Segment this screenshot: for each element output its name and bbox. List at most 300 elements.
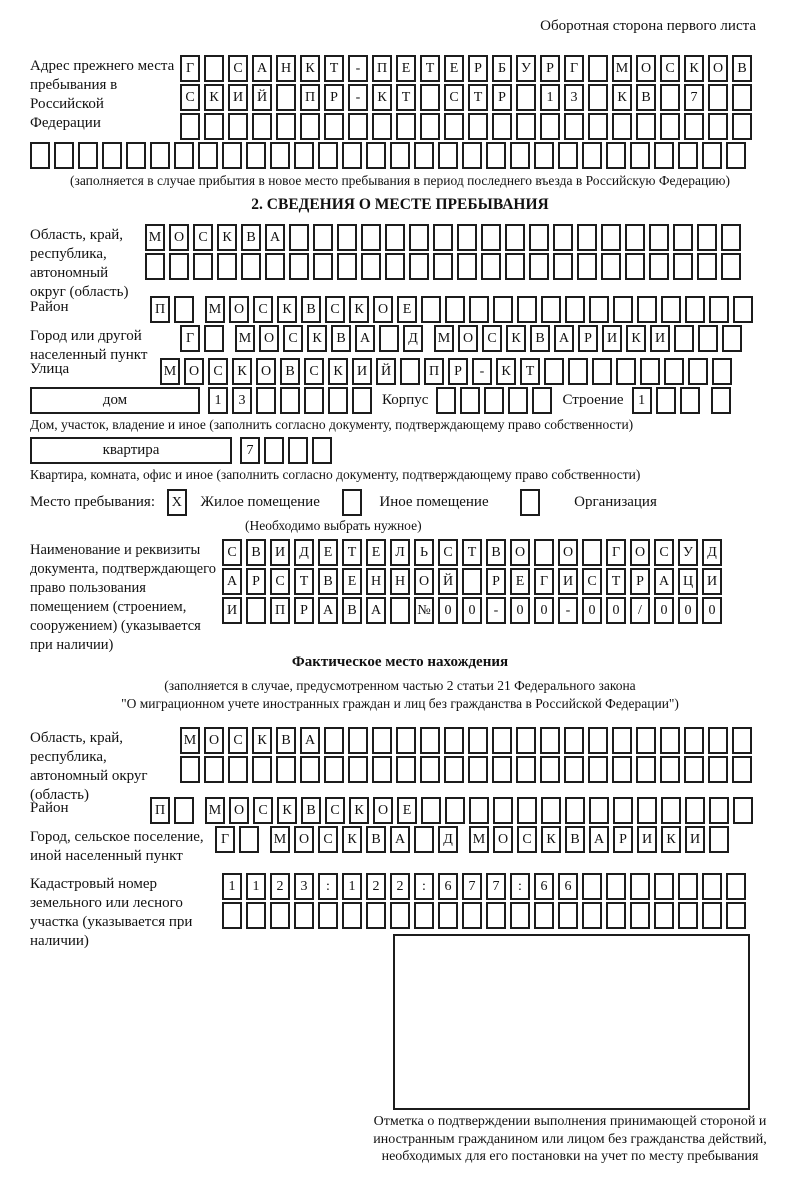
city-row [180,325,770,352]
empty-char-box [726,142,746,169]
empty-char-box [660,727,680,754]
box-segment [222,597,726,624]
empty-char-box [462,142,482,169]
empty-char-box [294,142,314,169]
house-number-boxes [208,387,376,414]
char-box: 6 [438,873,458,900]
empty-char-box [246,142,266,169]
box-segment [180,84,756,111]
char-box: А [366,597,386,624]
char-box: 1 [246,873,266,900]
empty-char-box [445,296,465,323]
box-segment [145,253,745,280]
char-box: М [160,358,180,385]
empty-char-box [582,873,602,900]
char-box: Г [564,55,584,82]
document-block [30,539,770,653]
empty-char-box [680,387,700,414]
box-segment [30,142,750,169]
empty-char-box [342,902,362,929]
residence-checkbox-inoe [342,489,362,516]
empty-char-box [636,756,656,783]
empty-char-box [613,296,633,323]
fact-city-label: Город, сельское поселение, иной населенный пункт [30,829,204,864]
empty-char-box [588,756,608,783]
empty-char-box [492,113,512,140]
empty-char-box [637,797,657,824]
empty-char-box [337,224,357,251]
cadastre-row-1 [222,873,770,900]
empty-char-box [721,224,741,251]
char-box: В [342,597,362,624]
empty-char-box [685,797,705,824]
empty-char-box [711,387,731,414]
char-box: П [300,84,320,111]
empty-char-box [534,142,554,169]
char-box: М [469,826,489,853]
char-box: 0 [510,597,530,624]
char-box: 7 [486,873,506,900]
char-box: О [510,539,530,566]
empty-char-box [721,253,741,280]
char-box: 1 [632,387,652,414]
char-box: И [650,325,670,352]
empty-char-box [516,84,536,111]
char-box: С [253,797,273,824]
fact-district-row [150,797,770,824]
empty-char-box [664,358,684,385]
empty-char-box [289,224,309,251]
empty-char-box [493,797,513,824]
empty-char-box [612,113,632,140]
empty-char-box [460,387,480,414]
char-box: О [256,358,276,385]
empty-char-box [420,727,440,754]
region-block [30,224,770,300]
char-box: С [517,826,537,853]
empty-char-box [265,253,285,280]
empty-char-box [588,727,608,754]
empty-char-box [625,224,645,251]
char-box: - [348,55,368,82]
char-box: Й [376,358,396,385]
char-box: К [612,84,632,111]
prev-address-row-1 [180,55,770,82]
empty-char-box [606,142,626,169]
char-box: К [277,296,297,323]
char-box: К [217,224,237,251]
empty-char-box [484,387,504,414]
empty-char-box [517,797,537,824]
empty-char-box [492,756,512,783]
char-box: Р [578,325,598,352]
char-box: К [232,358,252,385]
page-side-note: Оборотная сторона первого листа [540,18,756,34]
empty-char-box [702,873,722,900]
document-row-2 [222,568,770,595]
empty-char-box [558,902,578,929]
box-segment [180,113,756,140]
empty-char-box [702,142,722,169]
char-box: С [180,84,200,111]
empty-char-box [517,296,537,323]
box-segment [632,387,704,414]
empty-char-box [304,387,324,414]
empty-char-box [468,113,488,140]
char-box: В [636,84,656,111]
empty-char-box [534,902,554,929]
actual-location-title: Фактическое место нахождения [291,654,509,670]
char-box: Г [215,826,235,853]
char-box: М [612,55,632,82]
box-segment [270,826,462,853]
char-box: 2 [390,873,410,900]
box-segment [160,358,736,385]
char-box: Р [630,568,650,595]
box-segment [235,325,427,352]
prev-address-label: Адрес прежнего места пребывания в Российской Федерации [30,58,175,131]
empty-char-box [421,797,441,824]
empty-char-box [361,224,381,251]
char-box: Д [438,826,458,853]
box-segment [145,224,745,251]
empty-char-box [468,756,488,783]
char-box: И [602,325,622,352]
empty-char-box [288,437,308,464]
empty-char-box [709,797,729,824]
empty-char-box [529,224,549,251]
char-box: П [150,296,170,323]
empty-char-box [726,902,746,929]
empty-char-box [420,84,440,111]
char-box: Г [534,568,554,595]
empty-char-box [733,797,753,824]
empty-char-box [438,902,458,929]
residence-option-zhiloe: Жилое помещение [200,494,320,510]
empty-char-box [732,727,752,754]
empty-char-box [678,902,698,929]
char-box: И [637,826,657,853]
empty-char-box [588,84,608,111]
empty-char-box [222,142,242,169]
empty-char-box [493,296,513,323]
char-box: А [390,826,410,853]
char-box: Т [468,84,488,111]
char-box: 0 [654,597,674,624]
char-box: Т [520,358,540,385]
empty-char-box [252,113,272,140]
empty-char-box [589,797,609,824]
box-segment [222,873,750,900]
empty-char-box [588,113,608,140]
stamp-caption: Отметка о подтверждении выполнения принимающей стороной и иностранным гражданином или лицом без гражданства действий, необходимых для его постановки на учет по месту пребывания [373,1114,767,1164]
char-box: Д [403,325,423,352]
empty-char-box [697,224,717,251]
empty-char-box [469,296,489,323]
char-box: В [366,826,386,853]
char-box: К [300,55,320,82]
empty-char-box [588,55,608,82]
empty-char-box [256,387,276,414]
empty-char-box [649,253,669,280]
empty-char-box [630,873,650,900]
char-box: У [516,55,536,82]
empty-char-box [654,142,674,169]
char-box: А [554,325,574,352]
empty-char-box [612,727,632,754]
char-box: О [373,797,393,824]
empty-char-box [630,902,650,929]
char-box: С [482,325,502,352]
char-box: Д [702,539,722,566]
empty-char-box [697,253,717,280]
char-box: Й [252,84,272,111]
char-box: О [204,727,224,754]
empty-char-box [372,113,392,140]
prev-address-note: (заполняется в случае прибытия в новое место пребывания в период последнего въезда в Российскую Федерацию) [69,173,731,188]
char-box: - [472,358,492,385]
fact-city-row [215,826,770,853]
city-label: Город или другой населенный пункт [30,328,148,363]
empty-char-box [174,797,194,824]
char-box: С [582,568,602,595]
char-box: К [328,358,348,385]
empty-char-box [348,756,368,783]
char-box: Г [606,539,626,566]
char-box: О [184,358,204,385]
char-box: И [352,358,372,385]
empty-char-box [366,902,386,929]
empty-char-box [193,253,213,280]
char-box: 0 [582,597,602,624]
char-box: М [235,325,255,352]
char-box: Т [606,568,626,595]
box-segment [205,296,757,323]
empty-char-box [606,902,626,929]
char-box: 0 [678,597,698,624]
empty-char-box [444,756,464,783]
empty-char-box [436,387,456,414]
empty-char-box [544,358,564,385]
empty-char-box [385,224,405,251]
char-box: С [438,539,458,566]
char-box: Т [324,55,344,82]
empty-char-box [337,253,357,280]
char-box: И [222,597,242,624]
char-box: С [253,296,273,323]
empty-char-box [508,387,528,414]
char-box: Т [396,84,416,111]
empty-char-box [396,727,416,754]
empty-char-box [246,902,266,929]
empty-char-box [481,224,501,251]
char-box: С [654,539,674,566]
empty-char-box [264,437,284,464]
empty-char-box [625,253,645,280]
char-box: Р [486,568,506,595]
char-box: О [458,325,478,352]
empty-char-box [390,902,410,929]
korpus-label: Корпус [382,392,429,408]
char-box: В [318,568,338,595]
empty-char-box [361,253,381,280]
empty-char-box [577,224,597,251]
box-segment [222,568,726,595]
char-box: 7 [684,84,704,111]
empty-char-box [468,727,488,754]
box-segment [434,325,746,352]
empty-char-box [414,902,434,929]
document-row-3 [222,597,770,624]
empty-char-box [673,224,693,251]
empty-char-box [390,142,410,169]
empty-char-box [592,358,612,385]
empty-char-box [654,902,674,929]
box-segment [436,387,556,414]
empty-char-box [534,539,554,566]
empty-char-box [612,756,632,783]
empty-char-box [684,113,704,140]
char-box: О [414,568,434,595]
empty-char-box [481,253,501,280]
fact-region-row-2 [180,756,770,783]
empty-char-box [300,113,320,140]
empty-char-box [409,224,429,251]
empty-char-box [324,756,344,783]
char-box: К [349,797,369,824]
char-box: К [277,797,297,824]
char-box: - [486,597,506,624]
empty-char-box [708,756,728,783]
char-box: Е [397,296,417,323]
char-box: : [414,873,434,900]
prev-address-row-4 [30,142,770,169]
empty-char-box [673,253,693,280]
char-box: С [325,797,345,824]
empty-char-box [486,142,506,169]
street-label: Улица [30,361,70,377]
box-segment [180,727,756,754]
empty-char-box [616,358,636,385]
empty-char-box [510,142,530,169]
char-box: С [660,55,680,82]
empty-char-box [30,142,50,169]
char-box: 0 [702,597,722,624]
char-box: К [541,826,561,853]
empty-char-box [630,142,650,169]
stroenie-label: Строение [562,392,624,408]
char-box: О [373,296,393,323]
empty-char-box [444,113,464,140]
box-segment [150,296,198,323]
empty-char-box [280,387,300,414]
empty-char-box [582,902,602,929]
char-box: О [229,296,249,323]
empty-char-box [414,142,434,169]
residence-option-inoe: Иное помещение [379,494,489,510]
empty-char-box [601,253,621,280]
empty-char-box [150,142,170,169]
cadastre-label: Кадастровый номер земельного или лесного участка (указывается при наличии) [30,876,193,949]
empty-char-box [348,727,368,754]
char-box: И [702,568,722,595]
char-box: Е [318,539,338,566]
residence-checkbox-org [520,489,540,516]
char-box: А [252,55,272,82]
empty-char-box [601,224,621,251]
empty-char-box [553,253,573,280]
fact-city-block [30,826,770,864]
empty-char-box [702,902,722,929]
empty-char-box [318,902,338,929]
char-box: К [252,727,272,754]
empty-char-box [222,902,242,929]
empty-char-box [102,142,122,169]
char-box: К [349,296,369,323]
empty-char-box [174,142,194,169]
box-segment [469,826,733,853]
char-box: Р [492,84,512,111]
char-box: В [241,224,261,251]
empty-char-box [732,756,752,783]
empty-char-box [698,325,718,352]
char-box: 6 [534,873,554,900]
char-box: М [180,727,200,754]
box-segment [222,539,726,566]
box-segment [205,797,757,824]
char-box: Р [294,597,314,624]
char-box: Д [294,539,314,566]
empty-char-box [372,756,392,783]
char-box: 1 [208,387,228,414]
empty-char-box [457,253,477,280]
char-box: С [193,224,213,251]
char-box: В [486,539,506,566]
char-box: П [424,358,444,385]
empty-char-box [228,756,248,783]
char-box: О [558,539,578,566]
empty-char-box [636,113,656,140]
empty-char-box [565,296,585,323]
empty-char-box [145,253,165,280]
char-box: 1 [540,84,560,111]
char-box: К [684,55,704,82]
section2-title: 2. СВЕДЕНИЯ О МЕСТЕ ПРЕБЫВАНИЯ [251,196,549,213]
empty-char-box [568,358,588,385]
empty-char-box [409,253,429,280]
empty-char-box [390,597,410,624]
char-box: 0 [534,597,554,624]
empty-char-box [709,296,729,323]
empty-char-box [318,142,338,169]
empty-char-box [433,224,453,251]
box-segment [215,826,263,853]
empty-char-box [445,797,465,824]
actual-location-note-1: (заполняется в случае, предусмотренном частью 2 статьи 21 Федерального закона [164,678,636,693]
empty-char-box [516,113,536,140]
char-box: И [270,539,290,566]
empty-char-box [444,727,464,754]
empty-char-box [684,727,704,754]
empty-char-box [421,296,441,323]
char-box: Е [397,797,417,824]
empty-char-box [379,325,399,352]
box-segment [180,55,756,82]
stroenie-boxes [632,387,735,414]
char-box: Р [324,84,344,111]
residence-checkbox-zhiloe: X [167,489,187,516]
char-box: Ь [414,539,434,566]
